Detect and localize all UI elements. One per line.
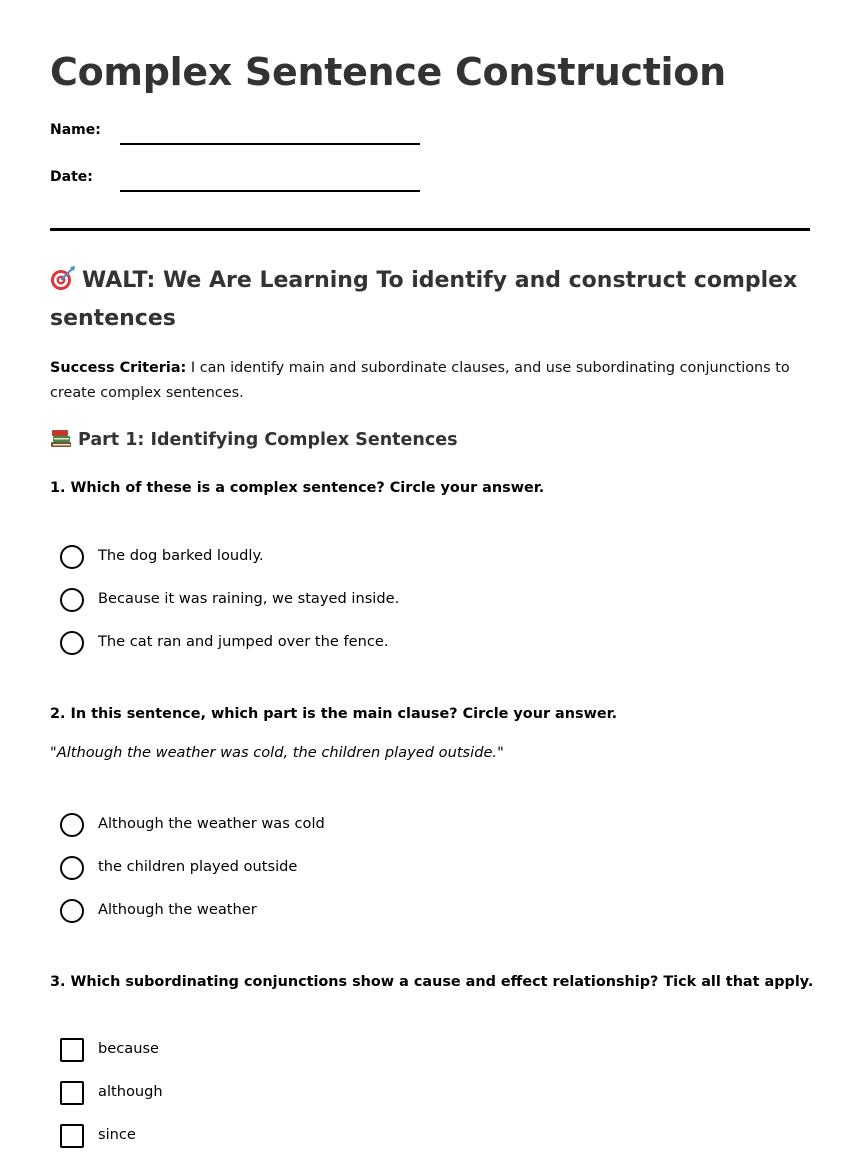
page-title: Complex Sentence Construction	[50, 50, 726, 94]
name-label: Name:	[50, 122, 101, 138]
part-1-heading	[50, 428, 458, 450]
checkbox[interactable]	[60, 1081, 84, 1105]
checkbox[interactable]	[60, 1124, 84, 1148]
option-label: the children played outside	[98, 858, 298, 875]
question-2-prompt: 2. In this sentence, which part is the main clause? Circle your answer.	[50, 706, 618, 722]
success-criteria-text: I can identify main and subordinate clauses, and use subordinating conjunctions to create complex sentences.	[50, 360, 790, 401]
option-label: Although the weather was cold	[98, 815, 325, 832]
option-label: because	[98, 1040, 160, 1057]
option-label: since	[98, 1126, 136, 1143]
option-label: The dog barked loudly.	[98, 547, 264, 564]
walt-heading	[50, 262, 810, 338]
question-1-prompt: 1. Which of these is a complex sentence? Circle your answer.	[50, 480, 545, 496]
option-label: Although the weather	[98, 901, 257, 918]
date-field[interactable]	[120, 190, 420, 192]
question-3-prompt: 3. Which subordinating conjunctions show a cause and effect relationship? Tick all that apply.	[50, 974, 814, 990]
option-label: The cat ran and jumped over the fence.	[98, 633, 389, 650]
success-criteria	[50, 356, 820, 406]
name-field[interactable]	[120, 143, 420, 145]
books-icon	[50, 428, 72, 448]
date-label: Date:	[50, 169, 93, 185]
option-label: although	[98, 1083, 163, 1100]
question-2-quote: "Although the weather was cold, the children played outside."	[50, 744, 504, 761]
header-divider	[50, 228, 810, 231]
radio-circle[interactable]	[60, 588, 84, 612]
target-icon	[50, 265, 76, 291]
radio-circle[interactable]	[60, 631, 84, 655]
radio-circle[interactable]	[60, 813, 84, 837]
radio-circle[interactable]	[60, 899, 84, 923]
radio-circle[interactable]	[60, 856, 84, 880]
walt-text: WALT: We Are Learning To identify and construct complex sentences	[50, 268, 798, 331]
checkbox[interactable]	[60, 1038, 84, 1062]
radio-circle[interactable]	[60, 545, 84, 569]
option-label: Because it was raining, we stayed inside.	[98, 590, 400, 607]
part-1-title: Part 1: Identifying Complex Sentences	[78, 430, 458, 450]
success-criteria-label: Success Criteria:	[50, 360, 187, 376]
